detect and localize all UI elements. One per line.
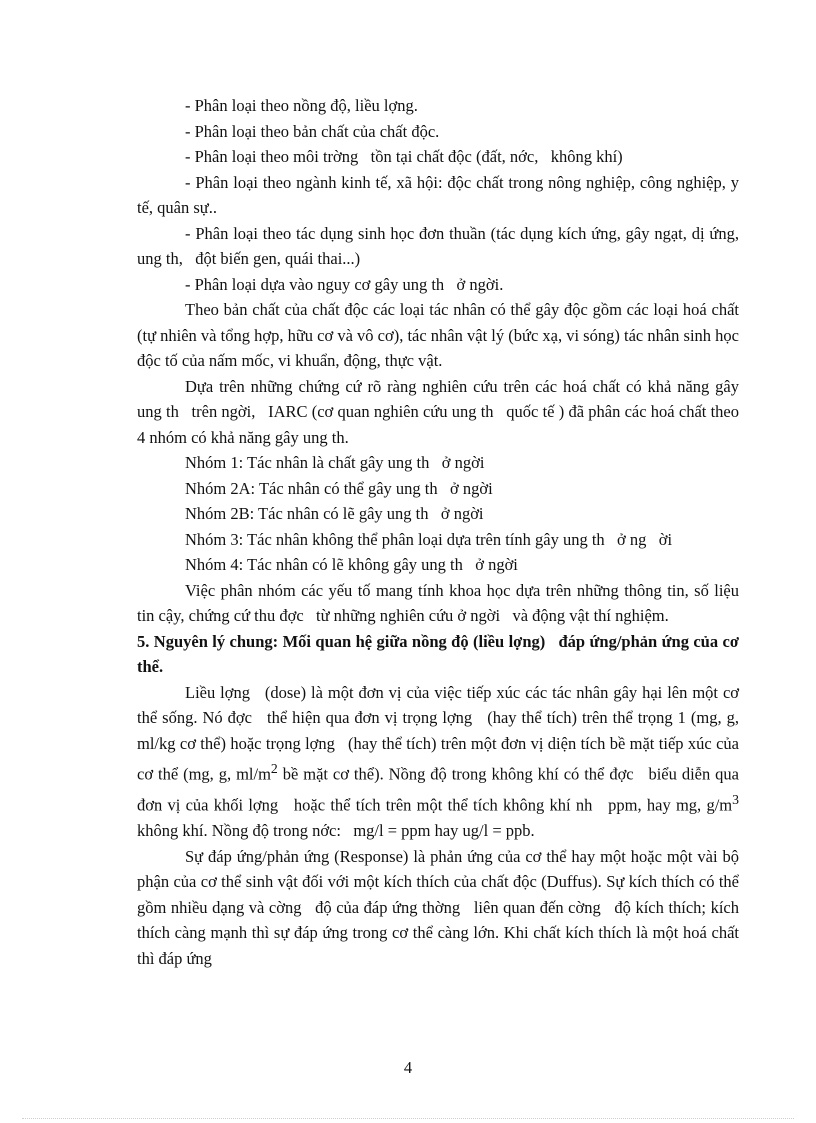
list-item-nature: - Phân loại theo bản chất của chất độc. bbox=[185, 121, 440, 141]
paragraph-dose bbox=[137, 680, 744, 844]
section-heading-5: 5. Nguyên lý chung: Mối quan hệ giữa nồng độ (liều lợng) đáp ứng/phản ứng của cơ thể. bbox=[137, 631, 744, 676]
list-item-environment: - Phân loại theo môi trờng tồn tại chất độc (đất, nớc, không khí) bbox=[185, 147, 623, 166]
iarc-group-4: Nhóm 4: Tác nhân có lẽ không gây ung th ở ngời bbox=[185, 555, 518, 574]
list-item-economic-sector: - Phân loại theo ngành kinh tế, xã hội: độc chất trong nông nghiệp, công nghiệp, y tế, quân sự.. bbox=[137, 172, 744, 217]
paragraph-agent-types: Theo bản chất của chất độc các loại tác nhân có thể gây độc gồm các loại hoá chất (tự nhiên và tổng hợp, hữu cơ và vô cơ), tác nhân vật lý (bức xạ, vi sóng) tác nhân sinh học độc tố của nấm mốc, vi khuẩn, động, thực vật. bbox=[137, 300, 744, 370]
paragraph-classification: Việc phân nhóm các yếu tố mang tính khoa học dựa trên những thông tin, số liệu tin cậy, chứng cứ thu đợc từ những nghiên cứu ở ngời và động vật thí nghiệm. bbox=[137, 580, 744, 625]
list-item-concentration: - Phân loại theo nồng độ, liều lợng. bbox=[185, 96, 418, 115]
iarc-group-2a: Nhóm 2A: Tác nhân có thể gây ung th ở ngời bbox=[185, 478, 493, 498]
list-item-biological-effect: - Phân loại theo tác dụng sinh học đơn thuần (tác dụng kích ứng, gây ngạt, dị ứng, ung th, đột biến gen, quái thai...) bbox=[137, 223, 744, 268]
superscript-2: 2 bbox=[270, 761, 278, 776]
dose-text-part-2: bề mặt cơ thể). Nồng độ trong không khí có thể đợc biểu diễn qua đơn vị của khối lợng hoặc thể tích trên một thể tích không khí nh ppm, hay mg, g/m bbox=[137, 764, 744, 815]
dose-text-part-1: Liều lợng (dose) là một đơn vị của việc tiếp xúc các tác nhân gây hại lên một cơ thể sống. Nó đợc thể hiện qua đơn vị trọng lợng (hay thể tích) trên thể trọng 1 (mg, g, ml/kg cơ thể) hoặc trọng lợng (hay thể tích) trên một đơn vị diện tích bề mặt tiếp xúc của cơ thể (mg, g, ml/m bbox=[137, 682, 744, 784]
list-item-cancer-risk: - Phân loại dựa vào nguy cơ gây ung th ở ngời. bbox=[185, 274, 504, 294]
iarc-group-2b: Nhóm 2B: Tác nhân có lẽ gây ung th ở ngời bbox=[185, 504, 484, 523]
superscript-3: 3 bbox=[732, 792, 739, 807]
iarc-group-3: Nhóm 3: Tác nhân không thể phân loại dựa trên tính gây ung th ở ng ời bbox=[185, 529, 673, 549]
paragraph-iarc: Dựa trên những chứng cứ rõ ràng nghiên cứu trên các hoá chất có khả năng gây ung th trên ngời, IARC (cơ quan nghiên cứu ung th quốc tế ) đã phân các hoá chất theo 4 nhóm có khả năng gây ung th. bbox=[137, 376, 744, 447]
page-bottom-divider bbox=[22, 1118, 794, 1119]
paragraph-response: Sự đáp ứng/phản ứng (Response) là phản ứng của cơ thể hay một hoặc một vài bộ phận của cơ thể sinh vật đối với một kích thích của chất độc (Duffus). Sự kích thích có thể gồm nhiều dạng và cờng độ của đáp ứng thờng liên quan đến cờng độ kích thích; kích thích càng mạnh thì sự đáp ứng trong cơ thể càng lớn. Khi chất kích thích là một hoá chất thì đáp ứng bbox=[137, 846, 744, 968]
page-number: 4 bbox=[403, 1058, 413, 1077]
page-body bbox=[137, 93, 744, 971]
iarc-group-1: Nhóm 1: Tác nhân là chất gây ung th ở ngời bbox=[185, 453, 485, 472]
dose-text-part-3: không khí. Nồng độ trong nớc: mg/l = ppm hay ug/l = ppb. bbox=[137, 795, 744, 840]
